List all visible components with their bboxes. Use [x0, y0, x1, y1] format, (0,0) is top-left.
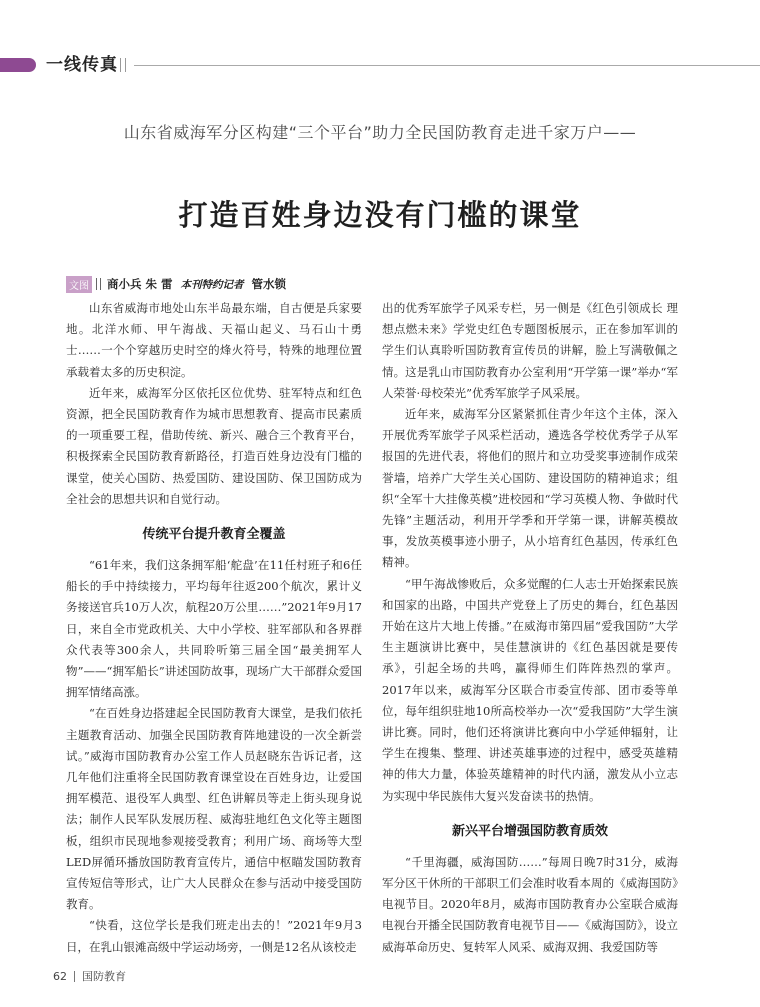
paragraph: “在百姓身边搭建起全民国防教育大课堂，是我们依托主题教育活动、加强全民国防教育阵地建设的一次全新尝试。”威海市国防教育办公室工作人员赵晓东告诉记者，这几年他们注重将全民国防教育课堂设在百姓身边，让爱国拥军模范、退役军人典型、红色讲解员等走上街头现身说法；制作人民军队发展历程、威海驻地红色文化等主题图板，组织市民现地参观接受教育；利用广场、商场等大型LED屏循环播放国防教育宣传片，通信中枢瞄发国防教育宣传短信等形式，让广大人民群众在参与活动中接受国防教育。: [66, 706, 362, 912]
footer-divider: [74, 971, 75, 982]
paragraph: “61年来，我们这条拥军船‘舵盘’在11任村班子和6任船长的手中持续接力，平均每年往返200个航次，累计义务接送官兵10万人次，航程20万公里……”2021年9月17日，来自全市党政机关、大中小学校、驻军部队和各界群众代表等300余人，共同聆听第三届全国“最美拥军人物”——“拥军船长”讲述国防故事，现场广大干部群众爱国拥军情绪高涨。: [66, 558, 362, 700]
section-heading: 新兴平台增强国防教育质效: [451, 823, 608, 839]
paragraph: 出的优秀军旅学子风采专栏，另一侧是《红色引领成长 理想点燃未来》学党史红色专题图板展示，正在参加军训的学生们认真聆听国防教育宣传员的讲解，脸上写满敬佩之情。这是乳山市国防教育办公室利用“开学第一课”举办“军人荣誉·母校荣光”优秀军旅学子风采展。: [382, 301, 678, 400]
byline: [66, 274, 286, 294]
byline-reporter: 管水锁: [251, 277, 287, 291]
section-divider-bars: [120, 58, 126, 72]
article-headline: 打造百姓身边没有门槛的课堂: [178, 198, 582, 232]
byline-authors: 商小兵 朱 雷: [107, 277, 173, 291]
byline-role: 本刊特约记者: [180, 278, 244, 291]
paragraph: “千里海疆，威海国防……”每周日晚7时31分，威海军分区干休所的干部职工们会准时收看本周的《威海国防》电视节目。2020年8月，威海市国防教育办公室联合威海电视台开播全民国防教育电视节目——《威海国防》，设立威海革命历史、复转军人风采、威海双拥、我爱国防等: [382, 854, 678, 954]
paragraph: 近年来，威海军分区依托区位优势、驻军特点和红色资源，把全民国防教育作为城市思想教育、提高市民素质的一项重要工程，借助传统、新兴、融合三个教育平台，积极探索全民国防教育新路径，打造百姓身边没有门槛的课堂，使关心国防、热爱国防、建设国防、保卫国防成为全社会的思想共识和自觉行动。: [66, 385, 362, 506]
right-column: [382, 298, 678, 958]
article-kicker: 山东省威海军分区构建“三个平台”助力全民国防教育走进千家万户——: [123, 123, 637, 142]
paragraph: “甲午海战惨败后，众多觉醒的仁人志士开始探索民族和国家的出路，中国共产党登上了历史的舞台，红色基因开始在这片大地上传播。”在威海市第四届“爱我国防”大学生主题演讲比赛中，吴佳慧演讲的《红色基因就是要传承》，引起全场的共鸣，赢得师生们阵阵热烈的掌声。2017年以来，威海军分区联合市委宣传部、团市委等单位，每年组织驻地10所高校举办一次“爱我国防”大学生演讲比赛。同时，他们还将演讲比赛向中小学延伸辐射，让学生在搜集、整理、讲述英雄事迹的过程中，感受英雄精神的伟大力量，体验英雄精神的时代内涵，激发从小立志为实现中华民族伟大复兴发奋读书的热情。: [382, 576, 678, 803]
paragraph: 近年来，威海军分区紧紧抓住青少年这个主体，深入开展优秀军旅学子风采栏活动，遴选各学校优秀学子从军报国的先进代表，将他们的照片和立功受奖事迹制作成荣誉墙，培养广大学生关心国防、建设国防的精神追求；组织“全军十大挂像英模”进校园和“学习英模人物、争做时代先锋”主题活动，利用开学季和开学第一课，讲解英模故事，发放英模事迹小册子，从小培育红色基因，传承红色精神。: [382, 407, 678, 570]
paragraph: 山东省威海市地处山东半岛最东端，自古便是兵家要地。北洋水师、甲午海战、天福山起义、马石山十勇士……一个个穿越历史时空的烽火符号，特殊的地理位置承载着太多的历史积淀。: [66, 301, 362, 379]
byline-divider: [96, 278, 101, 290]
section-label: 一线传真: [46, 55, 118, 75]
section-header: [0, 53, 760, 77]
byline-tag: 文图: [66, 276, 92, 293]
magazine-name: 国防教育: [82, 970, 126, 983]
page-number: 62: [53, 969, 67, 983]
left-column: [66, 298, 362, 958]
header-rule: [134, 65, 760, 66]
section-heading: 传统平台提升教育全覆盖: [142, 527, 286, 543]
section-marker: [0, 58, 36, 72]
paragraph: “快看，这位学长是我们班走出去的！”2021年9月3日，在乳山银滩高级中学运动场旁，一侧是12名从该校走: [66, 918, 362, 954]
page-footer: [53, 968, 126, 984]
